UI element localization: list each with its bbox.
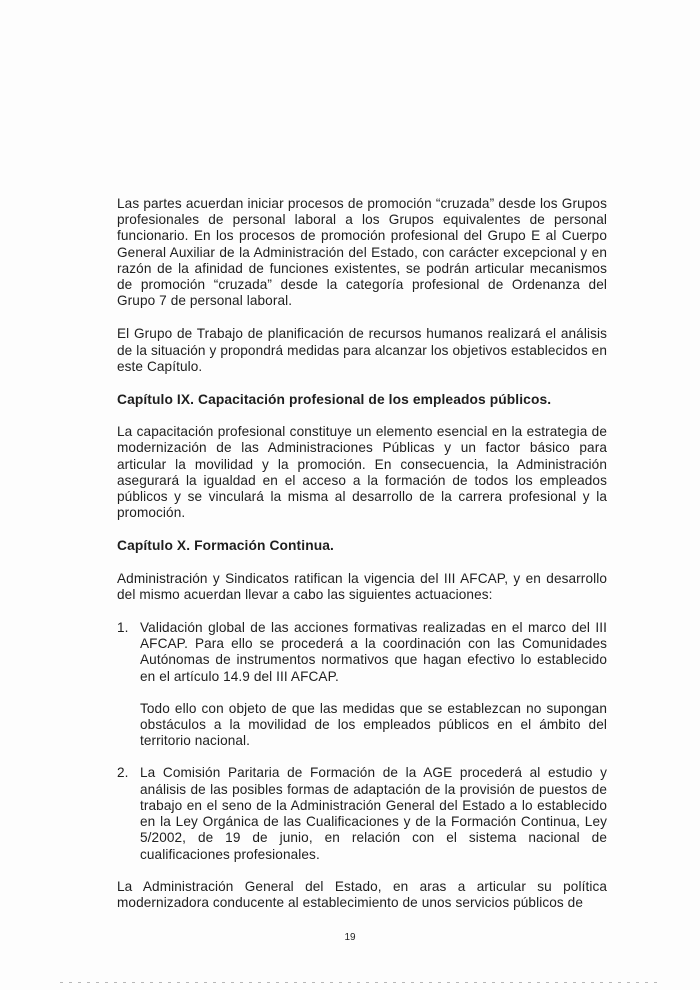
paragraph-promocion-cruzada: Las partes acuerdan iniciar procesos de promoción “cruzada” desde los Grupos profesionales de personal laboral a los Grupos equivalentes de personal funcionario. En los procesos de promoción profesional del Grupo E al Cuerpo General Auxiliar de la Administración del Estado, con carácter excepcional y en razón de la afinidad de funciones existentes, se podrán articular mecanismos de promoción “cruzada” desde la categoría profesional de Ordenanza del Grupo 7 de personal laboral. bbox=[117, 196, 607, 309]
heading-capitulo-x: Capítulo X. Formación Continua. bbox=[117, 538, 334, 554]
scan-artifact-divider bbox=[60, 982, 660, 983]
paragraph-administracion-general: La Administración General del Estado, en aras a articular su política modernizadora conducente al establecimiento de unos servicios públicos de bbox=[117, 878, 607, 910]
heading-capitulo-ix: Capítulo IX. Capacitación profesional de los empleados públicos. bbox=[117, 392, 552, 408]
paragraph-afcap-intro: Administración y Sindicatos ratifican la vigencia del III AFCAP, y en desarrollo del mismo acuerdan llevar a cabo las siguientes actuaciones: bbox=[117, 570, 607, 602]
list-item-subtext: Todo ello con objeto de que las medidas que se establezcan no supongan obstáculos a la movilidad de los empleados públicos en el ámbito del territorio nacional. bbox=[140, 700, 607, 749]
list-item-text: La Comisión Paritaria de Formación de la AGE procederá al estudio y análisis de las posibles formas de adaptación de la provisión de puestos de trabajo en el seno de la Administración General del Estado a lo establecido en la Ley Orgánica de las Cualificaciones y de la Formación Continua, Ley 5/2002, de 19 de junio, en relación con el sistema nacional de cualificaciones profesionales. bbox=[140, 765, 607, 862]
paragraph-capacitacion: La capacitación profesional constituye un elemento esencial en la estrategia de modernización de las Administraciones Públicas y un factor básico para articular la movilidad y la promoción. En consecuencia, la Administración asegurará la igualdad en el acceso a la formación de todos los empleados públicos y se vinculará la misma al desarrollo de la carrera profesional y la promoción. bbox=[117, 424, 607, 521]
actions-list bbox=[117, 620, 607, 863]
list-item-text: Validación global de las acciones formativas realizadas en el marco del III AFCAP. Para ello se procederá a la coordinación con las Comunidades Autónomas de instrumentos normativos que hagan efectivo lo establecido en el artículo 14.9 del III AFCAP. bbox=[140, 620, 607, 684]
list-item-number: 1. bbox=[117, 620, 129, 636]
document-body bbox=[117, 196, 607, 928]
list-item bbox=[117, 765, 607, 862]
paragraph-grupo-trabajo: El Grupo de Trabajo de planificación de recursos humanos realizará el análisis de la situación y propondrá medidas para alcanzar los objetivos establecidos en este Capítulo. bbox=[117, 326, 607, 374]
page-number: 19 bbox=[344, 932, 356, 943]
list-item-number: 2. bbox=[117, 765, 129, 781]
list-item bbox=[117, 620, 607, 749]
